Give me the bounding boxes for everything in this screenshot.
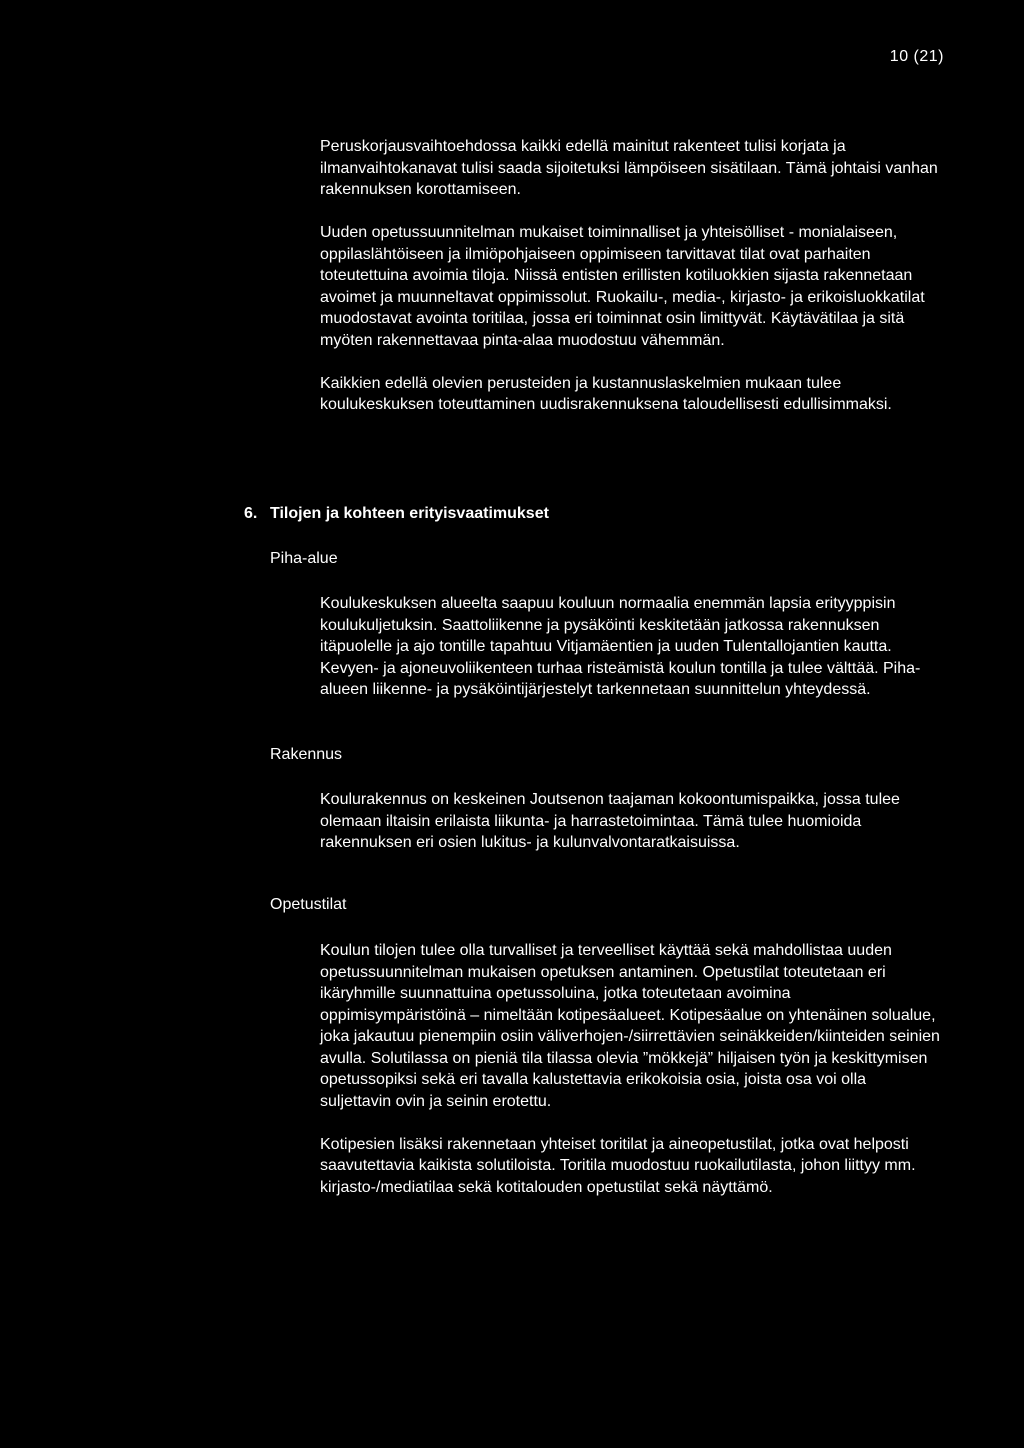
opetustilat-heading: Opetustilat: [270, 896, 347, 913]
intro-paragraph-3: Kaikkien edellä olevien perusteiden ja kustannuslaskelmien mukaan tulee koulukeskuksen toteuttaminen uudisrakennuksena taloudellisesti edullisimmaksi.: [320, 374, 892, 413]
section-number: 6.: [244, 505, 258, 522]
piha-alue-paragraph: Koulukeskuksen alueelta saapuu kouluun normaalia enemmän lapsia erityyppisin koulukuljetuksin. Saattoliikenne ja pysäköinti keskitetään jatkossa rakennuksen itäpuolelle ja ajo tontille tapahtuu Vitjamäentien ja uuden Tulentallojantien kautta. Kevyen- ja ajoneuvoliikenteen turhaa risteämistä koulun tontilla ja tulee välttää. Piha-alueen liikenne- ja pysäköintijärjestelyt tarkennetaan suunnittelun yhteydessä.: [320, 595, 921, 698]
rakennus-section: [320, 789, 940, 854]
rakennus-paragraph: Koulurakennus on keskeinen Joutsenon taajaman kokoontumispaikka, jossa tulee olemaan iltaisin erilaista liikunta- ja harrastetoimintaa. Tämä tulee huomioida rakennuksen eri osien lukitus- ja kulunvalvontaratkaisuissa.: [320, 791, 900, 851]
intro-paragraph-2: Uuden opetussuunnitelman mukaiset toiminnalliset ja yhteisölliset - monialaiseen, oppilaslähtöiseen ja ilmiöpohjaiseen oppimiseen tarvittavat tilat ovat parhaiten toteutettuina avoimia tiloja. Niissä entisten erillisten kotiluokkien sijasta rakennetaan avoimet ja muunneltavat oppimissolut. Ruokailu-, media-, kirjasto- ja erikoisluokkatilat muodostavat avointa toritilaa, jossa eri toiminnat osin limittyvät. Käytävätilaa ja sitä myöten rakennettavaa pinta-alaa muodostuu vähemmän.: [320, 224, 925, 349]
opetustilat-paragraph-2: Kotipesien lisäksi rakennetaan yhteiset toritilat ja aineopetustilat, jotka ovat helposti saavutettavia kaikista solutiloista. Toritila muodostuu ruokailutilasta, johon liittyy mm. kirjasto-/mediatilaa sekä kotitalouden opetustilat sekä näyttämö.: [320, 1135, 916, 1196]
page-number: 10 (21): [889, 48, 944, 65]
section-heading: [244, 505, 549, 523]
opetustilat-paragraph-1: Koulun tilojen tulee olla turvalliset ja terveelliset käyttää sekä mahdollistaa uuden opetussuunnitelman mukaisen opetuksen antaminen. Opetustilat toteutetaan eri ikäryhmille suunnattuina opetussoluina, jotka toteutetaan avoimina oppimisympäristöinä – nimeltään kotipesäalueet. Kotipesäalue on yhtenäinen solualue, joka jakautuu pienempiin osiin väliverhojen-/siirrettävien seinäkkeiden/kiinteiden seinien avulla. Solutilassa on pieniä tila tilassa olevia ”mökkejä” hiljaisen työn ja keskittymisen opetussopiksi sekä eri tavalla kalustettavia erikokoisia osia, joista osa voi olla suljettavin ovin ja seinin erotettu.: [320, 942, 940, 1110]
rakennus-heading: Rakennus: [270, 746, 343, 763]
intro-paragraph-1: Peruskorjausvaihtoehdossa kaikki edellä mainitut rakenteet tulisi korjata ja ilmanvaihtokanavat tulisi saada sijoitetuksi lämpöiseen sisätilaan. Tämä johtaisi vanhan rakennuksen korottamiseen.: [320, 138, 938, 198]
section-title: Tilojen ja kohteen erityisvaatimukset: [270, 505, 549, 522]
piha-alue-heading: Piha-alue: [270, 550, 338, 567]
opetustilat-section: [320, 940, 940, 1198]
piha-alue-section: [320, 593, 940, 701]
intro-section: [320, 136, 940, 416]
